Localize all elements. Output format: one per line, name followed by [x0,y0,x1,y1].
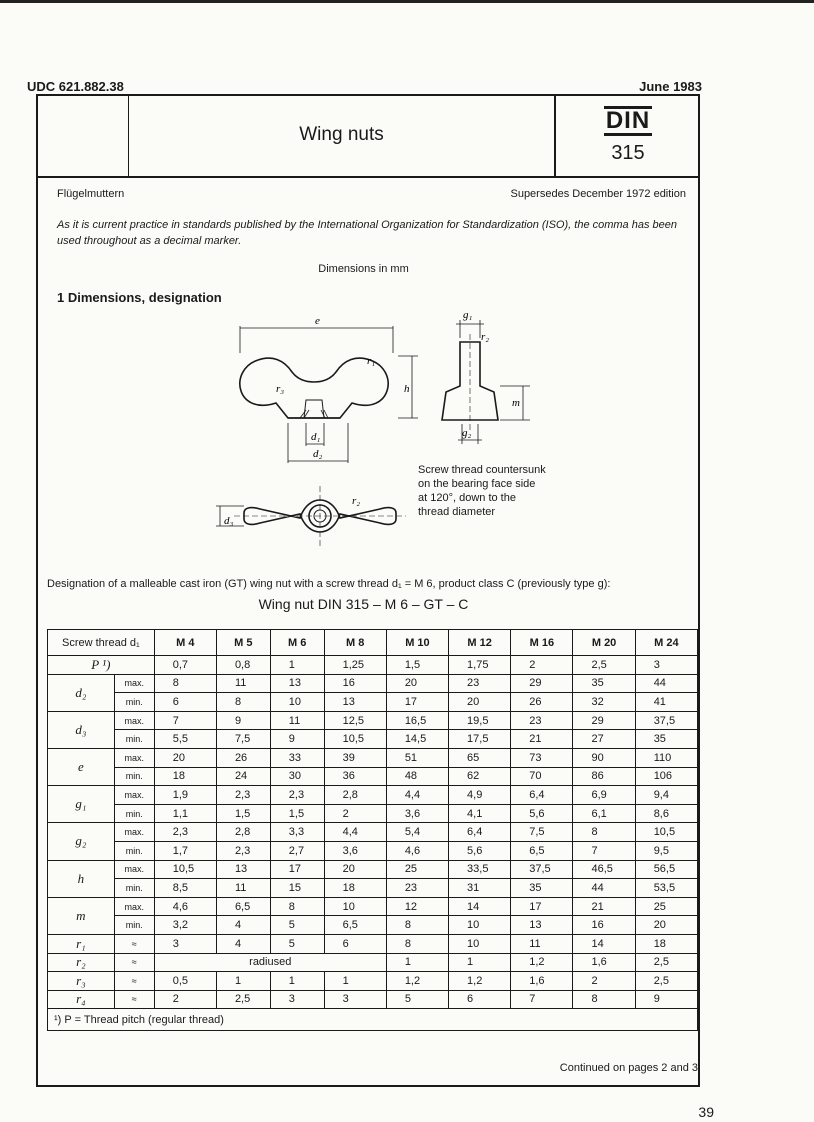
table-cell: 3 [270,990,324,1009]
header-screw-thread: Screw thread d₁ [48,630,155,656]
row-limit: max. [114,674,154,693]
table-cell: 26 [511,693,573,712]
table-cell: 16 [324,674,386,693]
table-cell: 21 [573,897,635,916]
table-cell: 5 [270,934,324,953]
page-title: Wing nuts [129,94,556,176]
table-cell: 27 [573,730,635,749]
table-cell: 1 [449,953,511,972]
row-limit: min. [114,841,154,860]
table-cell: 4 [216,916,270,935]
label-m: m [512,397,520,409]
table-cell: 5,5 [154,730,216,749]
header-blank-cell [36,94,129,176]
dimensions-note: Dimensions in mm [318,263,409,275]
table-cell: 1,5 [386,656,448,675]
table-cell: 13 [324,693,386,712]
caption-line: thread diameter [418,506,496,518]
table-cell: 106 [635,767,697,786]
table-cell: 25 [386,860,448,879]
table-cell: 10 [449,934,511,953]
table-cell: 3 [635,656,697,675]
table-cell: 19,5 [449,711,511,730]
column-header: M 10 [386,630,448,656]
table-cell: 14 [573,934,635,953]
row-symbol: h [48,860,115,897]
table-footnote: ¹) P = Thread pitch (regular thread) [48,1009,698,1031]
table-cell: 1 [216,972,270,991]
table-row [48,879,698,898]
dimensions-table [47,629,698,1031]
table-cell: 10,5 [324,730,386,749]
table-cell: 10 [270,693,324,712]
row-symbol: r₁ [48,934,115,953]
table-cell: 29 [573,711,635,730]
table-cell: 3,6 [386,804,448,823]
table-cell: 6,4 [511,786,573,805]
table-cell: 17 [270,860,324,879]
table-row [48,953,698,972]
table-cell: 1,5 [270,804,324,823]
table-cell: 8,6 [635,804,697,823]
table-row [48,990,698,1009]
table-row [48,748,698,767]
row-symbol: r₂ [48,953,115,972]
table-cell: 14,5 [386,730,448,749]
din-block [556,94,700,176]
table-cell: 7 [511,990,573,1009]
table-cell: 23 [511,711,573,730]
column-header: M 6 [270,630,324,656]
table-cell: 35 [573,674,635,693]
table-cell: 1 [270,656,324,675]
table-cell: 32 [573,693,635,712]
table-cell: 21 [511,730,573,749]
table-cell: 1,2 [449,972,511,991]
table-cell: 3 [324,990,386,1009]
label-r3: r₃ [276,383,285,395]
table-cell: 2,3 [216,841,270,860]
caption-line: on the bearing face side [418,478,536,490]
row-limit: ≈ [114,934,154,953]
table-cell: 4,9 [449,786,511,805]
row-limit: max. [114,860,154,879]
table-cell: 3,6 [324,841,386,860]
table-cell: 10 [324,897,386,916]
radiused-cell: radiused [154,953,386,972]
supersedes-note: Supersedes December 1972 edition [510,188,686,200]
label-e: e [315,315,320,327]
table-cell: 17,5 [449,730,511,749]
table-row [48,823,698,842]
table-cell: 0,5 [154,972,216,991]
header-divider [36,176,700,178]
table-cell: 2,5 [573,656,635,675]
table-cell: 1,7 [154,841,216,860]
table-cell: 18 [324,879,386,898]
table-cell: 8 [573,823,635,842]
table-cell: 4,1 [449,804,511,823]
label-d1: d₁ [311,431,321,443]
table-cell: 5,6 [511,804,573,823]
table-cell: 18 [154,767,216,786]
table-cell: 1 [270,972,324,991]
table-cell: 18 [635,934,697,953]
row-limit: ≈ [114,972,154,991]
table-cell: 6,5 [511,841,573,860]
table-row [48,860,698,879]
table-cell: 41 [635,693,697,712]
table-cell: 20 [449,693,511,712]
table-row [48,693,698,712]
table-cell: 1 [324,972,386,991]
table-cell: 7 [573,841,635,860]
table-cell: 1,6 [511,972,573,991]
table-row [48,934,698,953]
column-header: M 8 [324,630,386,656]
table-cell: 17 [511,897,573,916]
table-cell: 37,5 [635,711,697,730]
row-symbol: d₃ [48,711,115,748]
row-limit: ≈ [114,953,154,972]
table-cell: 5 [386,990,448,1009]
table-cell: 36 [324,767,386,786]
column-header: M 24 [635,630,697,656]
table-cell: 110 [635,748,697,767]
row-limit: max. [114,823,154,842]
table-cell: 2,7 [270,841,324,860]
decimal-marker-note: As it is current practice in standards published by the International Organization for Standardization (ISO), the comma has been used throughout as a decimal marker. [57,219,677,247]
row-limit: min. [114,693,154,712]
row-limit: max. [114,748,154,767]
table-cell: 4,4 [386,786,448,805]
continued-note: Continued on pages 2 and 3 [559,1062,698,1074]
table-cell: 23 [449,674,511,693]
table-cell: 7,5 [511,823,573,842]
table-cell: 56,5 [635,860,697,879]
table-cell: 1,6 [573,953,635,972]
table-cell: 13 [270,674,324,693]
footnote-row [48,1009,698,1031]
label-r1: r₁ [367,355,376,367]
table-row [48,786,698,805]
table-cell: 13 [216,860,270,879]
table-cell: 1,1 [154,804,216,823]
table-cell: 6,5 [216,897,270,916]
table-cell: 90 [573,748,635,767]
table-cell: 14 [449,897,511,916]
table-cell: 4,6 [154,897,216,916]
table-cell: 10,5 [154,860,216,879]
udc-number: UDC 621.882.38 [27,79,124,94]
table-cell: 3,3 [270,823,324,842]
label-d3: d₃ [224,515,234,527]
table-cell: 23 [386,879,448,898]
section-heading: 1 Dimensions, designation [57,290,222,305]
page-number: 39 [698,1104,714,1120]
row-limit: min. [114,916,154,935]
table-cell: 8 [270,897,324,916]
table-cell: 35 [511,879,573,898]
table-cell: 37,5 [511,860,573,879]
caption-line: at 120°, down to the [418,492,516,504]
table-cell: 35 [635,730,697,749]
table-cell: 16 [573,916,635,935]
row-symbol: d₂ [48,674,115,711]
table-header-row [48,630,698,656]
wing-nut-drawing [200,308,560,563]
figure-caption [418,463,588,519]
column-header: M 20 [573,630,635,656]
table-cell: 2,5 [635,953,697,972]
row-limit: max. [114,711,154,730]
row-limit: max. [114,786,154,805]
table-cell: 1,2 [511,953,573,972]
table-cell: 46,5 [573,860,635,879]
german-title: Flügelmuttern [57,188,125,200]
row-symbol: m [48,897,115,934]
table-cell: 10 [449,916,511,935]
table-cell: 1,25 [324,656,386,675]
table-cell: 12,5 [324,711,386,730]
table-cell: 1,5 [216,804,270,823]
table-cell: 5,4 [386,823,448,842]
table-cell: 9 [216,711,270,730]
table-cell: 4,6 [386,841,448,860]
scan-edge [0,0,814,3]
table-cell: 3 [154,934,216,953]
table-cell: 1,75 [449,656,511,675]
table-cell: 2 [154,990,216,1009]
table-cell: 20 [635,916,697,935]
column-header: M 12 [449,630,511,656]
table-cell: 2,3 [216,786,270,805]
table-cell: 4 [216,934,270,953]
front-view-outline [240,358,388,418]
table-cell: 24 [216,767,270,786]
table-cell: 12 [386,897,448,916]
caption-line: Screw thread countersunk [418,464,546,476]
table-cell: 73 [511,748,573,767]
table-cell: 2 [324,804,386,823]
row-limit: min. [114,879,154,898]
row-symbol: e [48,748,115,785]
table-cell: 11 [511,934,573,953]
row-limit: min. [114,730,154,749]
column-header: M 5 [216,630,270,656]
table-cell: 8 [573,990,635,1009]
table-cell: 86 [573,767,635,786]
table-cell: 20 [154,748,216,767]
label-d2: d₂ [313,448,323,460]
table-cell: 70 [511,767,573,786]
row-limit: min. [114,804,154,823]
designation-example: Wing nut DIN 315 – M 6 – GT – C [258,596,469,612]
table-row [48,656,698,675]
table-cell: 17 [386,693,448,712]
table-cell: 1,9 [154,786,216,805]
table-cell: 8,5 [154,879,216,898]
table-cell: 48 [386,767,448,786]
table-cell: 2,3 [270,786,324,805]
table-cell: 6,1 [573,804,635,823]
table-cell: 0,8 [216,656,270,675]
table-cell: 2 [573,972,635,991]
din-number: 315 [611,142,645,164]
table-cell: 2,5 [635,972,697,991]
table-cell: 62 [449,767,511,786]
table-cell: 8 [154,674,216,693]
table-cell: 13 [511,916,573,935]
table-cell: 26 [216,748,270,767]
table-cell: 4,4 [324,823,386,842]
table-cell: 6 [324,934,386,953]
label-g2: g₂ [462,427,472,439]
label-g1: g₁ [463,309,473,321]
table-cell: 20 [324,860,386,879]
designation-text: Designation of a malleable cast iron (GT) wing nut with a screw thread d₁ = M 6, product class C (previously type g): [47,578,611,590]
row-symbol: r₃ [48,972,115,991]
table-cell: 30 [270,767,324,786]
table-cell: 20 [386,674,448,693]
table-cell: 8 [216,693,270,712]
table-cell: 6 [154,693,216,712]
table-cell: 6,9 [573,786,635,805]
table-cell: 29 [511,674,573,693]
din-logo: DIN [605,107,651,134]
table-cell: 9 [635,990,697,1009]
table-cell: 25 [635,897,697,916]
table-cell: 15 [270,879,324,898]
table-cell: 10,5 [635,823,697,842]
table-cell: 3,2 [154,916,216,935]
table-cell: 9,4 [635,786,697,805]
column-header: M 4 [154,630,216,656]
table-cell: 11 [270,711,324,730]
table-cell: 5,6 [449,841,511,860]
table-row [48,841,698,860]
table-cell: 6,4 [449,823,511,842]
table-cell: 5 [270,916,324,935]
table-cell: 33,5 [449,860,511,879]
table-cell: 44 [635,674,697,693]
row-limit: min. [114,767,154,786]
table-cell: 6,5 [324,916,386,935]
table-cell: 16,5 [386,711,448,730]
table-cell: 9,5 [635,841,697,860]
table-cell: 0,7 [154,656,216,675]
table-cell: 53,5 [635,879,697,898]
label-r2-top: r₂ [352,495,361,507]
table-cell: 7 [154,711,216,730]
table-cell: 65 [449,748,511,767]
table-cell: 39 [324,748,386,767]
row-symbol: r₄ [48,990,115,1009]
table-cell: 11 [216,674,270,693]
table-cell: 11 [216,879,270,898]
row-symbol: g₁ [48,786,115,823]
table-cell: 1 [386,953,448,972]
table-cell: 8 [386,934,448,953]
table-row [48,897,698,916]
table-cell: 2,3 [154,823,216,842]
table-cell: 9 [270,730,324,749]
label-h: h [404,383,410,395]
table-row [48,767,698,786]
table-cell: 2 [511,656,573,675]
table-cell: 33 [270,748,324,767]
row-limit: ≈ [114,990,154,1009]
table-cell: 2,5 [216,990,270,1009]
row-symbol: g₂ [48,823,115,860]
table-row [48,674,698,693]
column-header: M 16 [511,630,573,656]
table-row [48,711,698,730]
publication-date: June 1983 [639,79,702,94]
row-limit: max. [114,897,154,916]
table-cell: 44 [573,879,635,898]
table-cell: 6 [449,990,511,1009]
row-symbol: P ¹) [48,656,155,675]
table-cell: 1,2 [386,972,448,991]
table-row [48,730,698,749]
table-cell: 2,8 [324,786,386,805]
table-row [48,972,698,991]
table-row [48,804,698,823]
table-cell: 31 [449,879,511,898]
table-cell: 7,5 [216,730,270,749]
table-cell: 51 [386,748,448,767]
table-row [48,916,698,935]
table-cell: 2,8 [216,823,270,842]
table-cell: 8 [386,916,448,935]
label-r2-side: r₂ [481,331,490,343]
